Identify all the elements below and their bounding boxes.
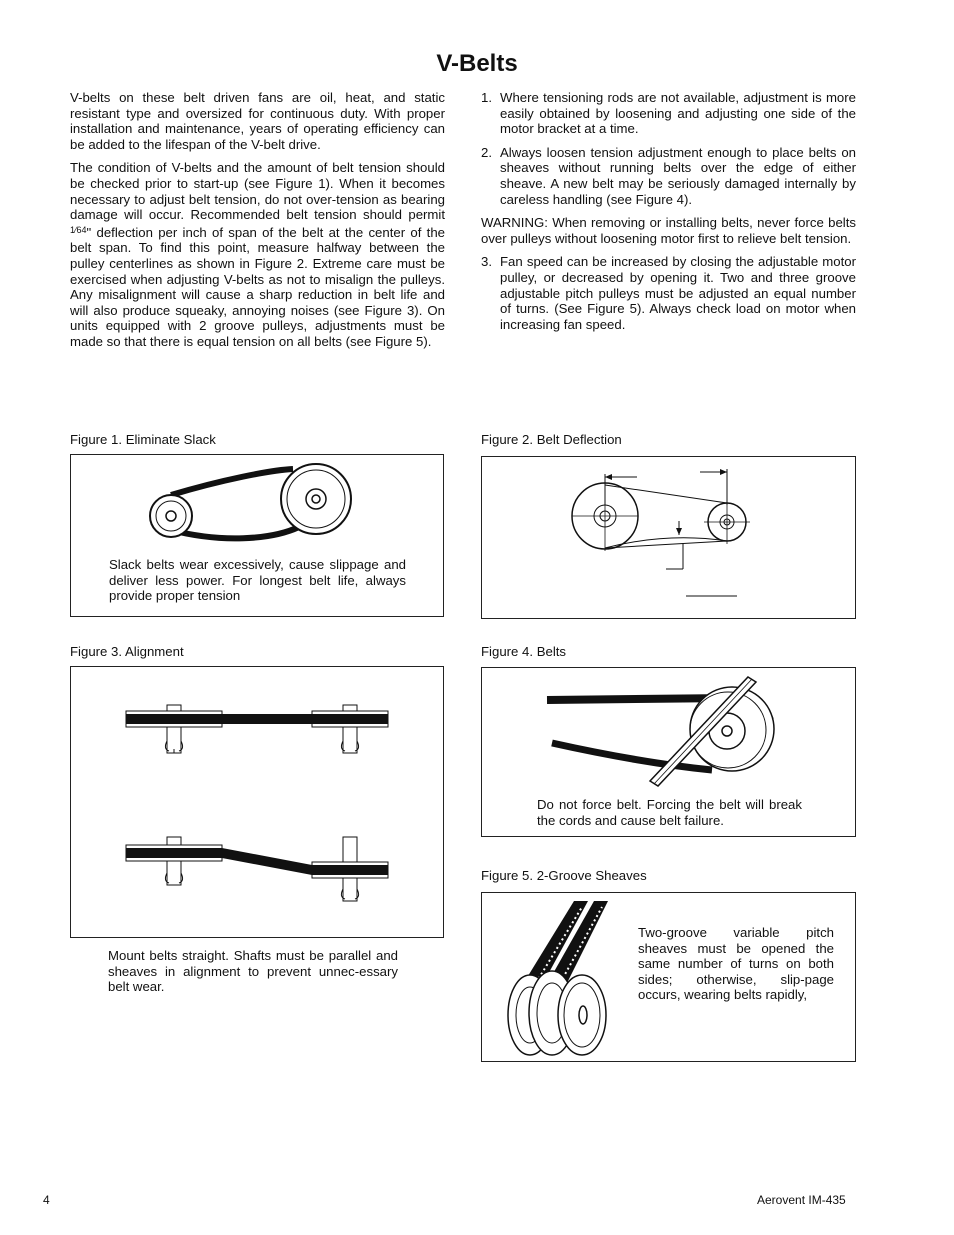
figure-1-caption: Figure 1. Eliminate Slack: [70, 432, 216, 447]
item-text: Always loosen tension adjustment enough to place belts on sheaves without running belts over the edge of either sheave. A new belt may be seriously damaged internally by careless handling (see Figure 4).: [500, 144, 856, 207]
figure-5-text: Two-groove variable pitch sheaves must be opened the same number of turns on both sides; otherwise, slip-page occurs, wearing belts rapidly,: [638, 925, 834, 1003]
figure-3-caption: Figure 3. Alignment: [70, 644, 184, 659]
steps-list-a: [481, 90, 856, 207]
figure-1-box: [70, 454, 444, 617]
tension-paragraph: [70, 160, 445, 349]
fraction-numerator: 1: [70, 224, 76, 235]
figure-2-caption: Figure 2. Belt Deflection: [481, 432, 622, 447]
list-item: [481, 90, 856, 137]
figure-3-box: [70, 666, 444, 938]
page-title: V-Belts: [436, 50, 518, 77]
figure-1-text: Slack belts wear excessively, cause slippage and deliver less power. For longest belt life, always provide proper tension: [109, 557, 406, 604]
figure-3-text: Mount belts straight. Shafts must be parallel and sheaves in alignment to prevent unnec-essary belt wear.: [108, 948, 398, 995]
right-column: [481, 90, 856, 340]
tension-text-a: The condition of V-belts and the amount of belt tension should be checked prior to start-up (see Figure 1). When it becomes necessary to adjust belt tension, do not over-tension as bearing damage will occur. Recommended belt tension should permit: [70, 160, 445, 223]
figure-4-caption: Figure 4. Belts: [481, 644, 567, 659]
fraction-denominator: ⁄64: [75, 224, 87, 235]
figure-4-box: [481, 667, 856, 837]
figure-5-caption: Figure 5. 2-Groove Sheaves: [481, 868, 647, 883]
alignment-illustration: [71, 667, 443, 937]
page-number: 4: [43, 1193, 50, 1207]
list-item: [481, 254, 856, 332]
item-number: 2.: [481, 144, 492, 160]
figure-5-box: [481, 892, 856, 1062]
belt-deflection-diagram: [482, 457, 855, 618]
list-item: [481, 145, 856, 207]
figure-2-box: [481, 456, 856, 619]
left-column: [70, 90, 445, 358]
item-number: 3.: [481, 254, 492, 270]
figure-4-text: Do not force belt. Forcing the belt will break the cords and cause belt failure.: [537, 797, 802, 828]
intro-paragraph: V-belts on these belt driven fans are oil, heat, and static resistant type and oversized for continuous duty. With proper installation and maintenance, years of operating efficiency can be added to the lifespan of the V-belt drive.: [70, 90, 445, 152]
item-text: Fan speed can be increased by closing the adjustable motor pulley, or decreased by opening it. Two and three groove adjustable pitch pulleys must be adjusted an equal number of turns. (See Figure 5). Always check load on motor when increasing fan speed.: [500, 254, 856, 332]
item-text: Where tensioning rods are not available, adjustment is more easily obtained by loosening and adjusting one side of the motor bracket at a time.: [500, 90, 856, 137]
item-number: 1.: [481, 90, 492, 105]
document-id: Aerovent IM-435: [757, 1193, 846, 1207]
steps-list-b: [481, 254, 856, 332]
warning-paragraph: WARNING: When removing or installing belts, never force belts over pulleys without loosening motor first to relieve belt tension.: [481, 215, 856, 246]
tension-text-b: " deflection per inch of span of the belt at the center of the belt span. To find this point, measure halfway between the pulley centerlines as shown in Figure 2. Extreme care must be exercised when adjusting V-belts as not to misalign the pulleys. Any misalignment will cause a sharp reduction in belt life and will also produce squeaky, annoying noises (see Figure 3). On units equipped with 2 groove pulleys, adjustments must be made so that there is equal tension on all belts (see Figure 5).: [70, 224, 445, 349]
